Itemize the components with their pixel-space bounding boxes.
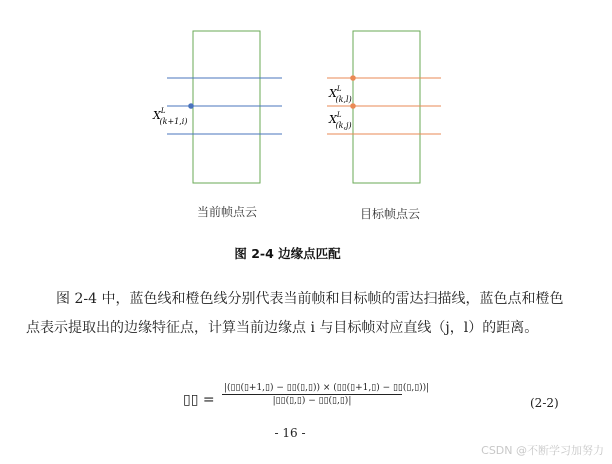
target-frame-box [353,31,420,183]
equation-number: (2-2) [530,396,559,410]
figure-title: 图 2-4 边缘点匹配 [234,246,341,261]
current-frame-box [193,31,260,183]
right-point-label-top: $X^L$ (k,l) [329,85,352,104]
formula-lhs: ▯▯ = [183,392,215,408]
right-point-label-bottom: $X^L$ (k,j) [329,111,352,130]
caption-current-frame: 当前帧点云 [197,205,258,219]
orange-edge-point [350,75,356,81]
formula-fraction [222,383,430,406]
body-paragraph: 图 2-4 中，蓝色线和橙色线分别代表当前帧和目标帧的雷达扫描线，蓝色点和橙色点表示提取出的边缘特征点，计算当前边缘点 i 与目标帧对应直线（j，l）的距离。 [26,291,564,336]
blue-edge-point [188,103,194,109]
caption-target-frame: 目标帧点云 [360,207,421,221]
formula-denominator: |▯▯(▯,▯) − ▯▯(▯,▯)| [272,396,352,406]
orange-edge-point [350,103,356,109]
page-number: - 16 - [274,426,306,440]
left-point-label: $X^L$ (k+1,i) [153,107,188,126]
formula-numerator: |(▯▯(▯+1,▯) − ▯▯(▯,▯)) × (▯▯(▯+1,▯) − ▯▯(▯,▯))| [224,383,430,393]
watermark: CSDN @不断学习加努力 [481,444,604,457]
